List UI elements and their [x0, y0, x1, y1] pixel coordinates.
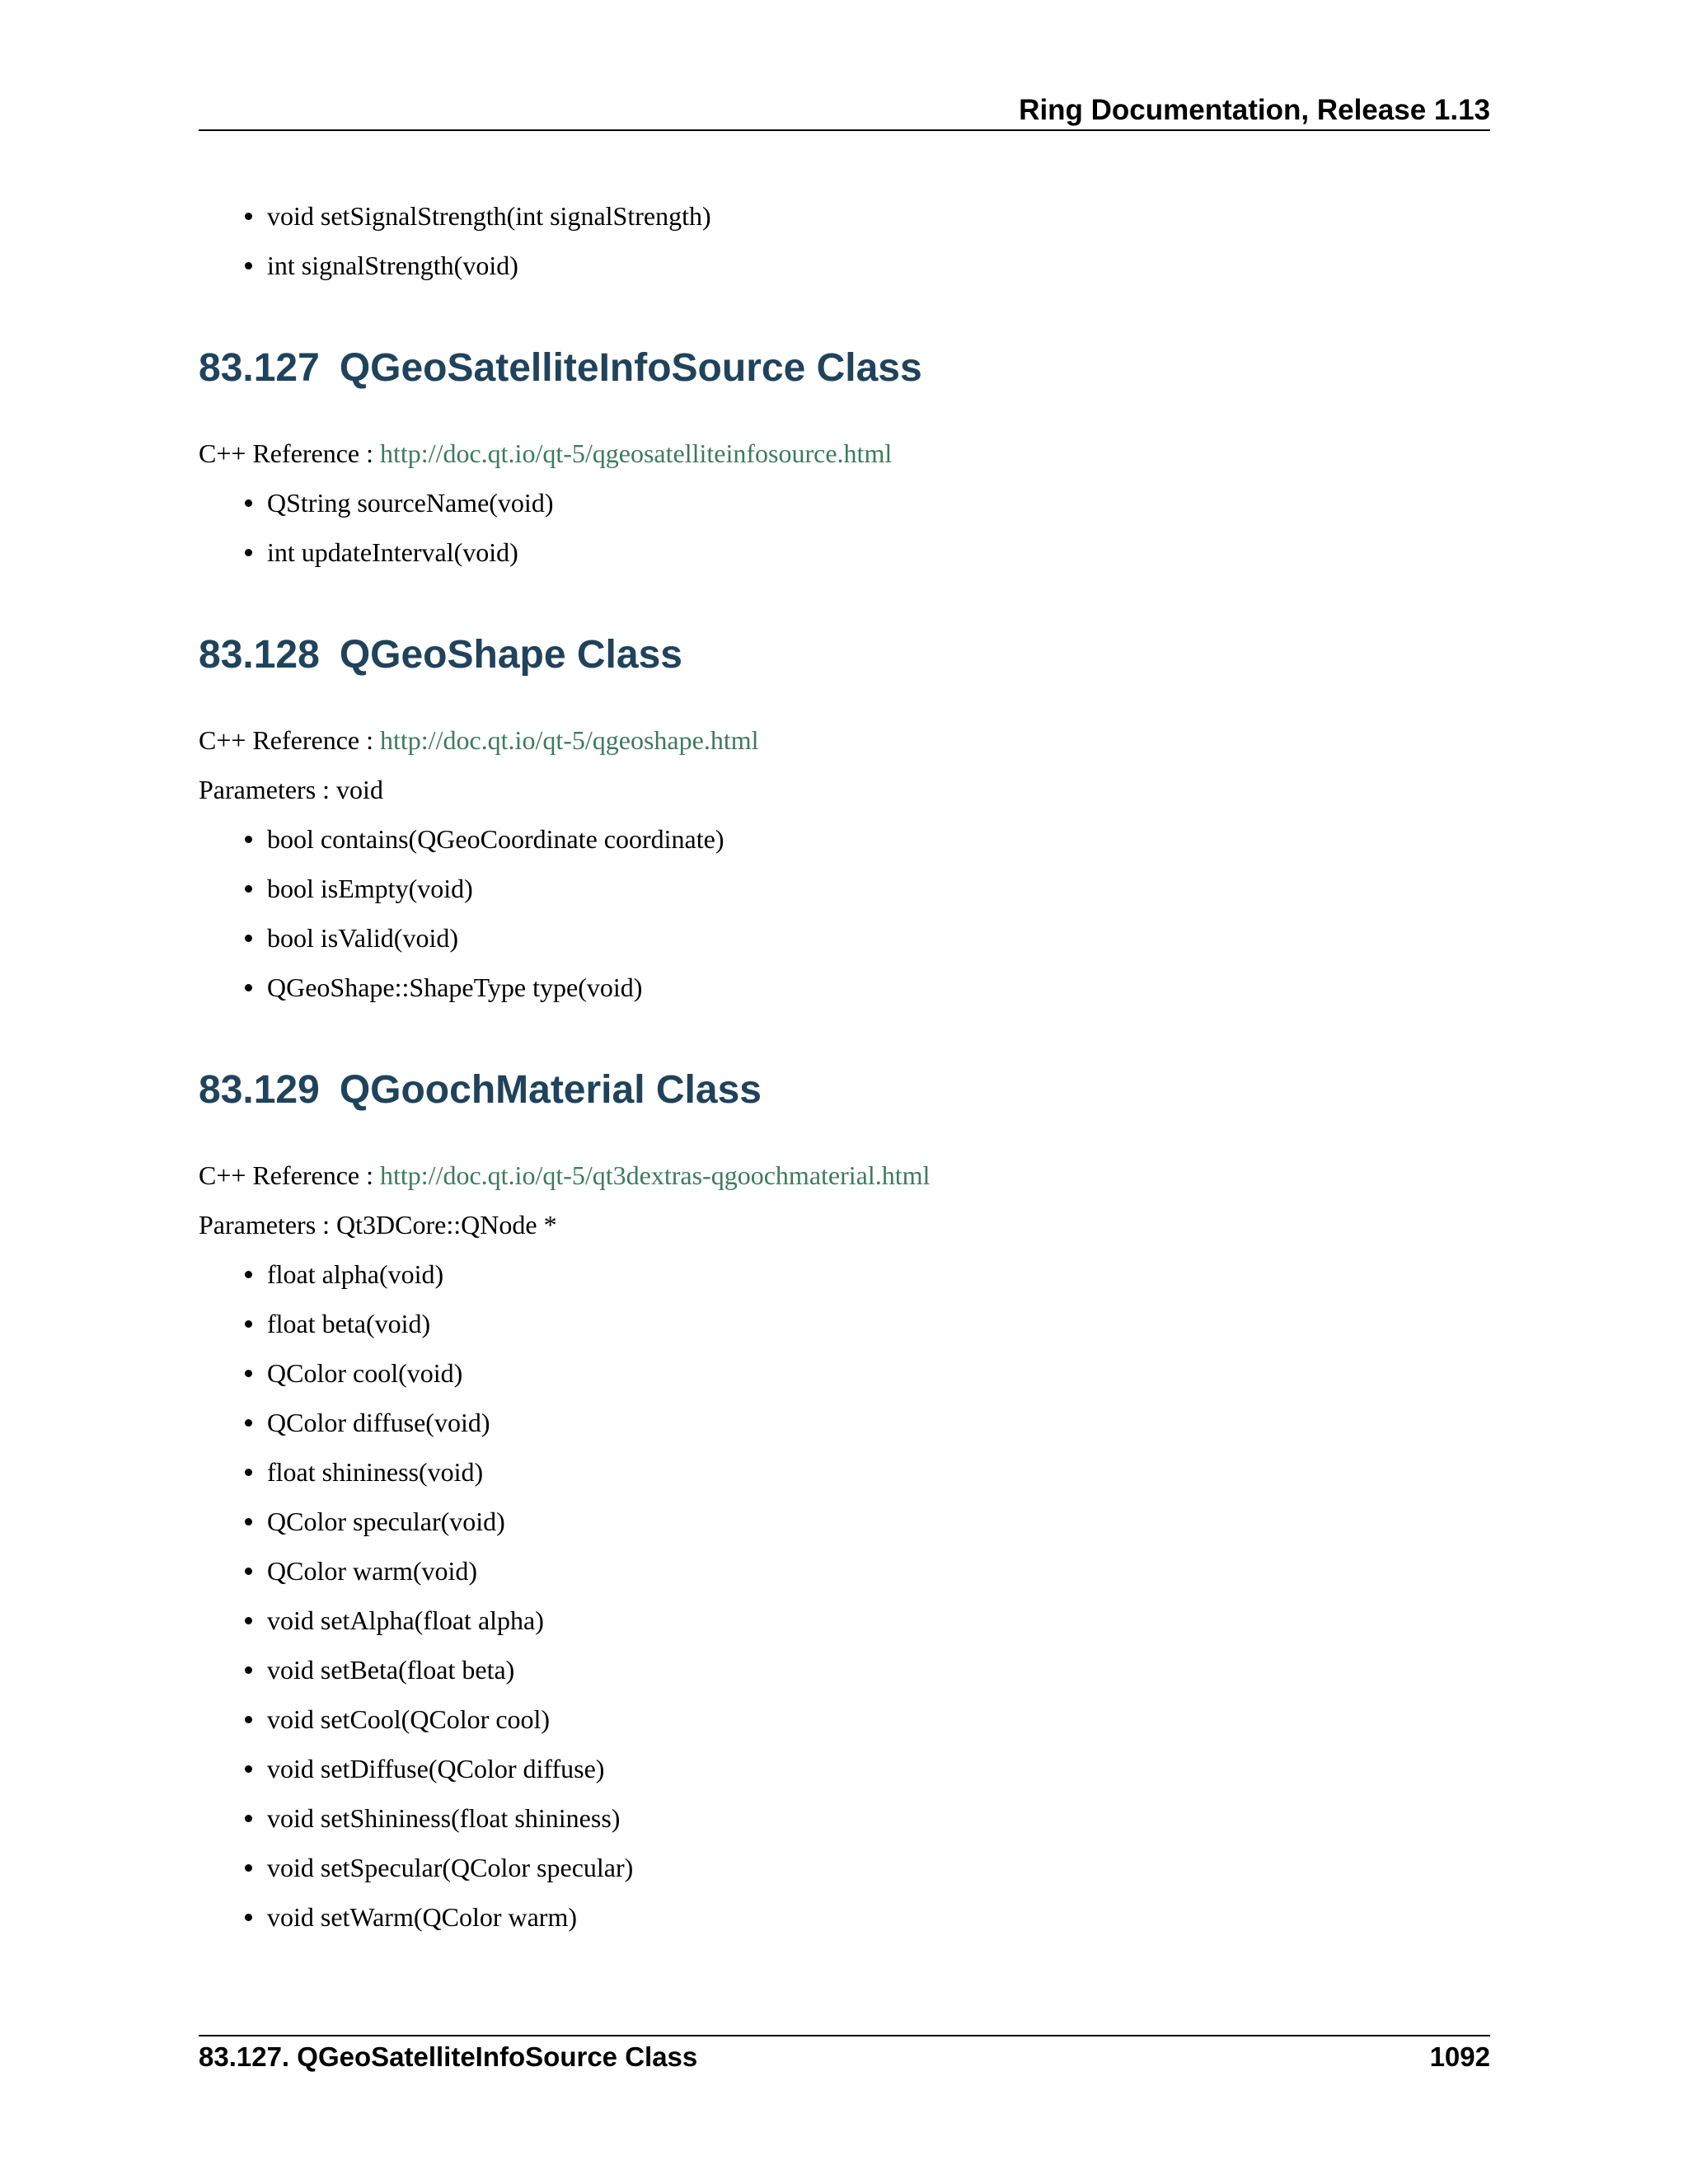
cpp-reference — [199, 1151, 1490, 1200]
list-item: bool isValid(void) — [267, 913, 1490, 963]
list-item: void setCool(QColor cool) — [267, 1694, 1490, 1744]
reference-link[interactable]: http://doc.qt.io/qt-5/qgeosatelliteinfosource.html — [380, 438, 893, 468]
section-heading-text: QGeoSatelliteInfoSource Class — [339, 346, 922, 390]
list-item: void setWarm(QColor warm) — [267, 1892, 1490, 1942]
cpp-reference — [199, 429, 1490, 478]
section-number: 83.129 — [199, 1068, 320, 1112]
list-item: void setBeta(float beta) — [267, 1645, 1490, 1694]
list-item: void setSpecular(QColor specular) — [267, 1843, 1490, 1892]
list-item: void setSignalStrength(int signalStrength) — [267, 191, 1490, 241]
page-content — [199, 191, 1490, 1942]
intro-method-list — [199, 191, 1490, 290]
section-title-qgeoshape — [199, 630, 1490, 680]
list-item: int signalStrength(void) — [267, 241, 1490, 290]
section-title-qgeosatelliteinfosource — [199, 344, 1490, 393]
page-number: 1092 — [1429, 2041, 1490, 2072]
list-item: bool isEmpty(void) — [267, 864, 1490, 913]
list-item: QColor diffuse(void) — [267, 1398, 1490, 1447]
footer-divider — [199, 2035, 1490, 2036]
list-item: QColor cool(void) — [267, 1348, 1490, 1398]
method-list — [199, 1249, 1490, 1942]
section-heading-text: QGeoShape Class — [339, 633, 682, 677]
list-item: void setDiffuse(QColor diffuse) — [267, 1744, 1490, 1793]
section-heading-text: QGoochMaterial Class — [339, 1068, 762, 1112]
reference-label: C++ Reference : — [199, 438, 380, 468]
footer-section-title: 83.127. QGeoSatelliteInfoSource Class — [199, 2041, 698, 2072]
parameters-line: Parameters : Qt3DCore::QNode * — [199, 1210, 557, 1240]
list-item: QString sourceName(void) — [267, 478, 1490, 527]
list-item: QGeoShape::ShapeType type(void) — [267, 963, 1490, 1012]
list-item: void setAlpha(float alpha) — [267, 1596, 1490, 1645]
list-item: float alpha(void) — [267, 1249, 1490, 1299]
list-item: QColor specular(void) — [267, 1497, 1490, 1546]
list-item: int updateInterval(void) — [267, 527, 1490, 577]
list-item: float beta(void) — [267, 1299, 1490, 1348]
cpp-reference — [199, 715, 1490, 765]
reference-link[interactable]: http://doc.qt.io/qt-5/qgeoshape.html — [380, 725, 759, 755]
list-item: QColor warm(void) — [267, 1546, 1490, 1596]
section-number: 83.128 — [199, 633, 320, 677]
reference-link[interactable]: http://doc.qt.io/qt-5/qt3dextras-qgoochmaterial.html — [380, 1160, 931, 1190]
method-list — [199, 478, 1490, 577]
reference-label: C++ Reference : — [199, 1160, 380, 1190]
reference-label: C++ Reference : — [199, 725, 380, 755]
running-header: Ring Documentation, Release 1.13 — [1019, 94, 1490, 126]
list-item: bool contains(QGeoCoordinate coordinate) — [267, 814, 1490, 864]
parameters-line: Parameters : void — [199, 775, 383, 804]
list-item: float shininess(void) — [267, 1447, 1490, 1497]
section-number: 83.127 — [199, 346, 320, 390]
header-divider — [199, 129, 1490, 131]
method-list — [199, 814, 1490, 1012]
section-title-qgoochmaterial — [199, 1066, 1490, 1115]
list-item: void setShininess(float shininess) — [267, 1793, 1490, 1843]
document-page — [199, 0, 1490, 2184]
